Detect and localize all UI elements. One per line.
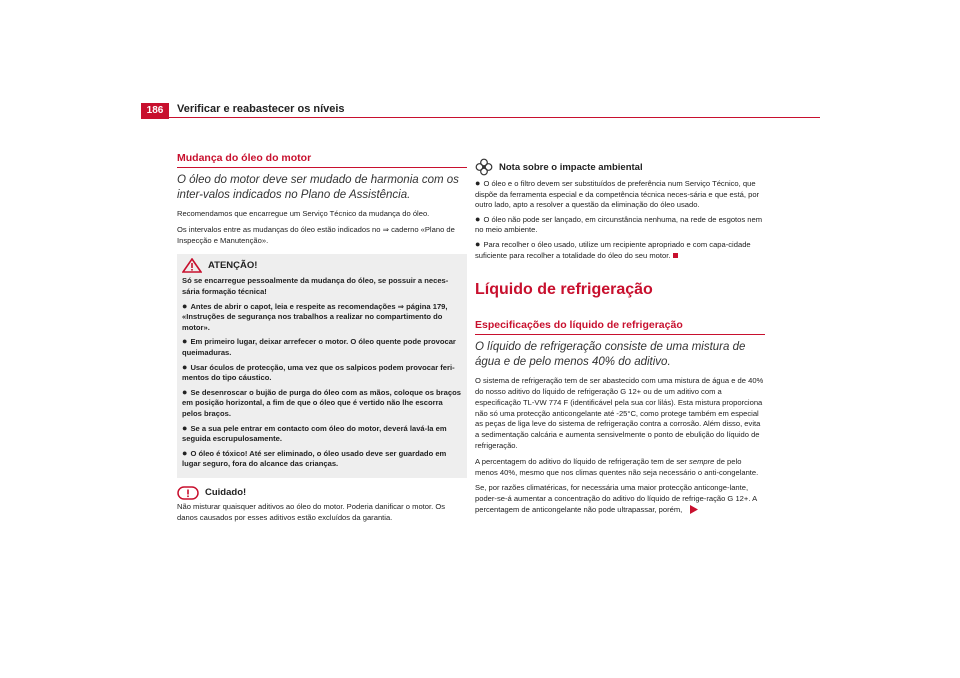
section-title-coolant-spec: Especificações do líquido de refrigeração bbox=[475, 319, 765, 335]
warning-intro: Só se encarregue pessoalmente da mudança do óleo, se possuir a neces-sária formação técnica! bbox=[182, 276, 449, 296]
running-header: Verificar e reabastecer os níveis bbox=[177, 103, 345, 115]
paragraph-coolant-percentage: A percentagem do aditivo do líquido de refrigeração tem de ser sempre de pelo menos 40%, mesmo que nos climas quentes não seja necessário o anti-congelante. bbox=[475, 456, 759, 477]
list-item: ● Usar óculos de protecção, uma vez que os salpicos podem provocar feri-mentos do tipo cáustico. bbox=[182, 361, 455, 383]
environment-list bbox=[475, 178, 765, 261]
list-item: ● Para recolher o óleo usado, utilize um recipiente apropriado e com capa-cidade suficiente para recolher a totalidade do óleo do seu motor. bbox=[475, 238, 751, 260]
environment-title: Nota sobre o impacte ambiental bbox=[499, 161, 643, 173]
caution-exclamation-icon bbox=[177, 486, 199, 500]
list-item: ● Em primeiro lugar, deixar arrefecer o motor. O óleo quente pode provocar queimaduras. bbox=[182, 336, 456, 357]
flower-environment-icon bbox=[475, 158, 493, 176]
warning-title: ATENÇÃO! bbox=[208, 260, 258, 272]
list-item: ● Se a sua pele entrar em contacto com óleo do motor, deverá lavá-la em seguida escrupulosamente. bbox=[182, 422, 447, 444]
lead-coolant: O líquido de refrigeração consiste de uma mistura de água e de pelo menos 40% do aditivo. bbox=[475, 341, 746, 369]
caution-title: Cuidado! bbox=[205, 487, 247, 499]
list-item: ● O óleo e o filtro devem ser substituídos de preferência num Serviço Técnico, que dispõe da ferramenta especial e da competência técnica neces-sária e que está, por outro lado, apto a resolver a questão da eliminação do óleo usado. bbox=[475, 178, 760, 210]
page-number: 186 bbox=[141, 103, 169, 119]
warning-list bbox=[182, 301, 462, 470]
chapter-title-coolant: Líquido de refrigeração bbox=[475, 281, 653, 299]
warning-box bbox=[177, 254, 467, 478]
list-item: ● O óleo não pode ser lançado, em circunstância nenhuma, na rede de esgotos nem no meio ambiente. bbox=[475, 213, 763, 235]
end-of-section-mark bbox=[673, 253, 678, 258]
list-item: ● Se desenroscar o bujão de purga do óleo com as mãos, coloque os braços em posição horizontal, a fim de que o óleo que é vertido não lhe escorra pelos braços. bbox=[182, 386, 461, 418]
warning-triangle-icon bbox=[182, 258, 202, 273]
caution-header bbox=[177, 486, 467, 500]
reference-arrow-icon: ⇒ bbox=[382, 224, 389, 234]
warning-header bbox=[182, 258, 462, 273]
continue-arrow-icon bbox=[690, 505, 698, 514]
paragraph-intervals: Os intervalos entre as mudanças do óleo estão indicados no ⇒ caderno «Plano de Inspecção e Manutenção». bbox=[177, 224, 455, 245]
paragraph-coolant-climate: Se, por razões climatéricas, for necessária uma maior protecção anticonge-lante, poder-se-á aumentar a concentração do aditivo do líquido de refrige-ração G 12+. A percentagem de anticongelante não pode ultrapassar, porém, bbox=[475, 483, 757, 514]
environment-header bbox=[475, 158, 765, 176]
right-column bbox=[475, 158, 765, 521]
header-rule bbox=[141, 117, 820, 118]
lead-oil-change: O óleo do motor deve ser mudado de harmonia com os inter-valos indicados no Plano de Assistência. bbox=[177, 174, 459, 201]
paragraph-recommend: Recomendamos que encarregue um Serviço Técnico da mudança do óleo. bbox=[177, 209, 430, 218]
paragraph-coolant-mixture: O sistema de refrigeração tem de ser abastecido com uma mistura de água e de 40% do nosso aditivo do líquido de refrigeração G 12+ ou de um aditivo com a especificação TL-VW 774 F (identificável pela sua cor lilás). Esta mistura proporciona não só uma protecção anticongelante até -25°C, como protege também em especial as peças de liga leve do sistema de refrigeração contra a corrosão. Além disso, evita a sedimentação calcária e aumenta sensivelmente o ponto de ebulição do líquido de refrigeração. bbox=[475, 376, 764, 450]
left-column bbox=[177, 152, 467, 528]
list-item: ● Antes de abrir o capot, leia e respeite as recomendações ⇒ página 179, «Instruções de segurança nos trabalhos a realizar no compartimento do motor». bbox=[182, 300, 448, 332]
caution-text: Não misturar quaisquer aditivos ao óleo do motor. Poderia danificar o motor. Os danos causados por esses aditivos estão excluídos da garantia. bbox=[177, 501, 446, 522]
section-title-oil-change: Mudança do óleo do motor bbox=[177, 152, 467, 168]
list-item: ● O óleo é tóxico! Até ser eliminado, o óleo usado deve ser guardado em lugar seguro, fora do alcance das crianças. bbox=[182, 447, 447, 469]
